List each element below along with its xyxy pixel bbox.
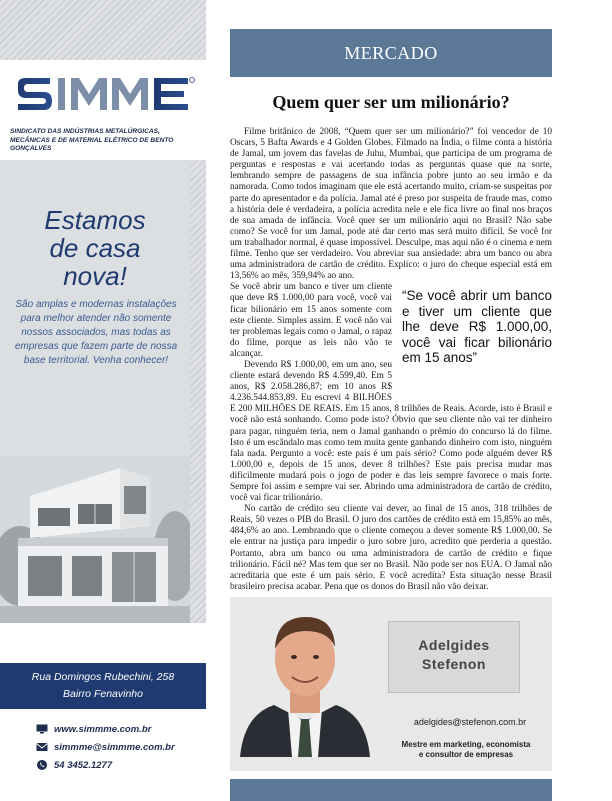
promo-headline bbox=[10, 206, 180, 290]
promo-headline-line: nova! bbox=[63, 261, 127, 291]
promo-headline-line: de casa bbox=[49, 233, 141, 263]
article-paragraph: Se você abrir um banco e tiver um cliente que deve R$ 1.000,00 para você, você vai ficar bilionário em 15 anos somente com este cliente. Simples assim. E você não vai ter problemas legais como o Jamal, o rapaz do filme, porque as leis não vão te alcançar. bbox=[230, 282, 392, 359]
section-label: MERCADO bbox=[344, 43, 438, 63]
promo-text: São amplas e modernas instalações para melhor atender não somente nossos associados, mas todas as empresas que fazem parte de nossa base territorial. Venha conhecer! bbox=[14, 299, 178, 366]
author-box bbox=[230, 597, 552, 771]
envelope-icon bbox=[36, 742, 48, 752]
article-paragraph: Devendo R$ 1.000,00, em um ano, seu cliente estará devendo R$ 4.599,40. Em 5 anos, R$ 2.058.286,87; em 10 anos R$ 4.236.544.853,89. Eu escrevi 4 BILHÕES E 200 MILHÕES DE REAIS. Em 15 anos, 8 trilhões de Reais. Acorde, isto é Brasil e você não está sonhando. Como pode isto? Óbvio que seu cliente não vai ter dinheiro para pagar, ninguém teria, nem o Jamal ganhando o prêmio do concurso lá do filme. Isto é um escândalo mas como tem muita gente ganhando dinheiro com isto, ninguém fala nada. Pergunto a você: este país é um país sério? Como pode alguém dever R$ 1.000,00 e, depois de 15 anos, dever 8 trilhões? Este país precisa mudar mas dificilmente mudará pois o jogo de poder e das leis sempre favorece o mais forte. Sempre foi assim e sempre vai ser. Abrindo uma administradora de cartão de crédito, você vai ficar trilionário. bbox=[230, 359, 552, 504]
author-photo bbox=[230, 597, 380, 757]
article-title: Quem quer ser um milionário? bbox=[272, 92, 510, 112]
email-link[interactable]: simmme@simmme.com.br bbox=[54, 741, 175, 753]
section-banner bbox=[230, 29, 552, 77]
footer-bar bbox=[230, 779, 552, 801]
simme-logo-wordmark bbox=[16, 76, 196, 114]
simme-logo bbox=[0, 60, 206, 160]
author-name-card bbox=[388, 621, 520, 693]
phone-number[interactable]: 54 3452.1277 bbox=[54, 759, 113, 771]
author-portrait bbox=[230, 597, 380, 757]
promo-box bbox=[0, 160, 190, 623]
sidebar bbox=[0, 0, 206, 801]
author-role-line: e consultor de empresas bbox=[418, 750, 514, 759]
sidebar-stripe-pattern bbox=[0, 0, 206, 60]
promo-headline-line: Estamos bbox=[44, 205, 146, 235]
logo-subtitle: SINDICATO DAS INDÚSTRIAS METALÚRGICAS, MECÂNICAS E DE MATERIAL ELÉTRICO DE BENTO GONÇALVES bbox=[10, 128, 174, 152]
author-first-name: Adelgides bbox=[418, 637, 490, 653]
contact-website[interactable] bbox=[36, 720, 206, 738]
article-body bbox=[230, 127, 552, 593]
phone-icon bbox=[36, 760, 48, 770]
address-bar bbox=[0, 663, 206, 709]
monitor-icon bbox=[36, 724, 48, 734]
website-link[interactable]: www.simmme.com.br bbox=[54, 723, 152, 735]
author-last-name: Stefenon bbox=[422, 656, 486, 672]
article-paragraph: Filme britânico de 2008, “Quem quer ser um milionário?” foi vencedor de 10 Oscars, 5 Bafta Awards e 4 Golden Globes. Filmado na Índia, o filme conta a história de Jamal, um jovem das favelas de Juhu, Mumbai, que participa de um programa de perguntas e respostas e vai acertando todas as perguntas quase que na sorte, lembrando sempre de passagens de sua infância pobre junto ao seu irmão e da namorada. Como todos imaginam que ele está acertando muito, criam-se suspeitas por parte do apresentador e da polícia. Jamal até é preso por suspeita de fraude mas, como a história dele é verdadeira, a polícia acredita nele e ele fica livre ao final nos braços de sua amada de infância. Você quer ser um milionário aqui no Brasil? Não sabe como? Se você for um Jamal, pode até dar certo mas será muito difícil. Se você for um trabalhador normal, é quase impossível. Desculpe, mas aqui não é o cinema e nem filme. Tenho que ser verdadeiro. Vou abreviar sua ansiedade: abra um banco ou abra uma administradora de cartão de crédito. Explico: o juro do cheque especial está em 13,56% ao mês, 359,94% ao ano. bbox=[230, 127, 552, 282]
contact-email[interactable] bbox=[36, 738, 206, 756]
contact-list bbox=[36, 720, 206, 774]
contact-phone[interactable] bbox=[36, 756, 206, 774]
author-email[interactable]: adelgides@stefenon.com.br bbox=[413, 717, 527, 727]
address-neighborhood: Bairro Fenavinho bbox=[63, 688, 143, 700]
author-role-line: Mestre em marketing, economista bbox=[401, 740, 531, 749]
author-role bbox=[380, 740, 552, 760]
pullquote: “Se você abrir um banco e tiver um cliente que lhe deve R$ 1.000,00, você vai ficar bilionário em 15 anos” bbox=[402, 288, 552, 365]
article-paragraph: No cartão de crédito seu cliente vai dever, ao final de 15 anos, 318 trilhões de Reais, 50 vezes o PIB do Brasil. O juro dos cartões de crédito está em 15,85% ao mês, 484,6% ao ano. Lembrando que o cliente começou a dever somente R$ 1.000,00. Se ele entrar na justiça para impedir o juro sobre juro, acredito que perderia a questão. Portanto, abra um banco ou uma administradora de cartão de crédito e fique trilionário. Fácil né? Mas tem que ser no Brasil. Não pode ser nos EUA. O Jamal não acreditaria que este é um país sério. E você acredita? Esta situação nesse Brasil brasileiro precisa acabar. Pena que os donos do Brasil não vão deixar. bbox=[230, 504, 552, 592]
building-illustration bbox=[0, 456, 190, 623]
address-street: Rua Domingos Rubechini, 258 bbox=[31, 671, 175, 683]
